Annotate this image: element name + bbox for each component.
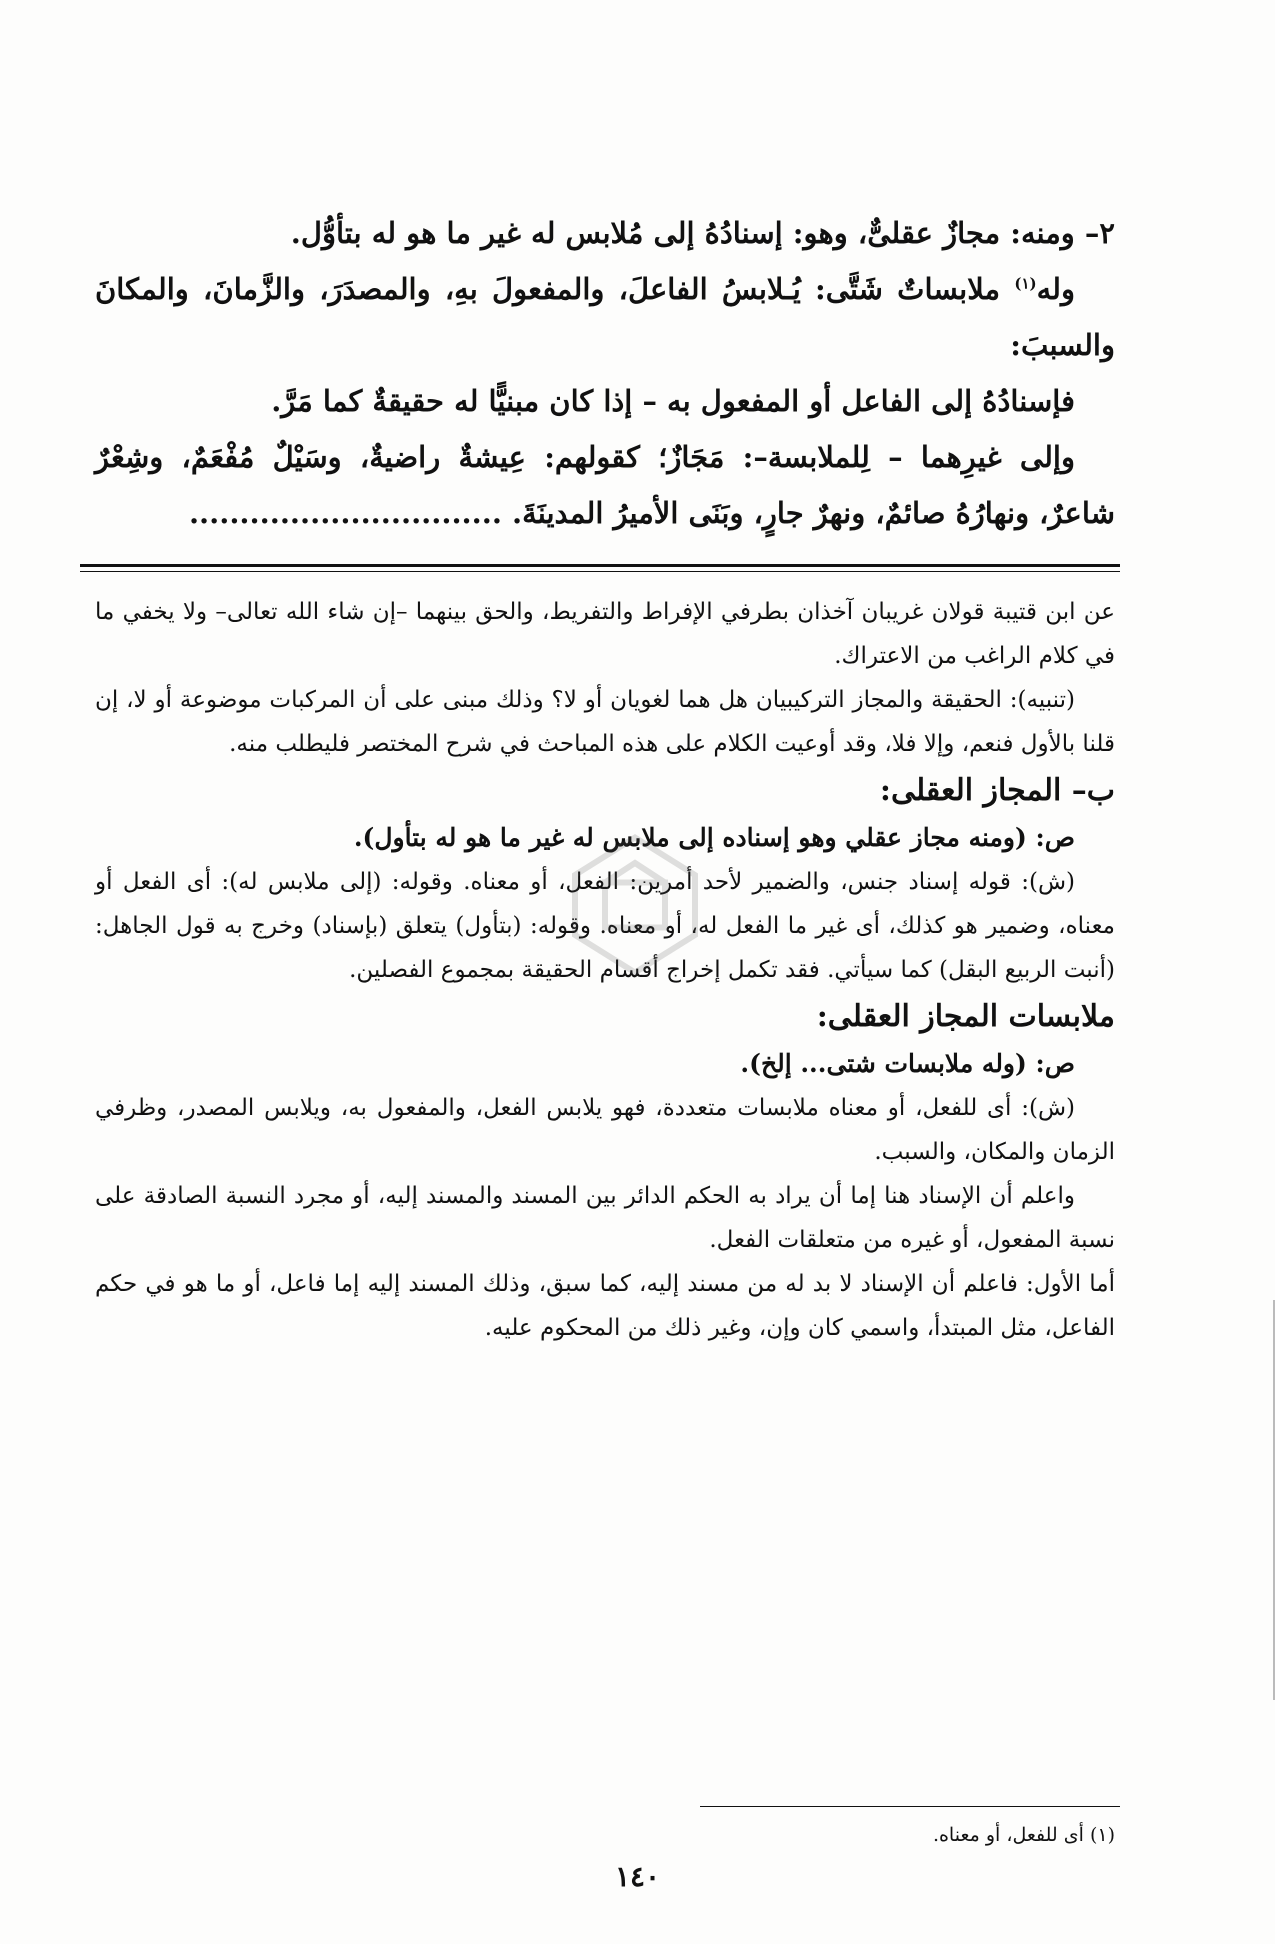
library-seal-watermark-icon bbox=[560, 830, 710, 980]
sharh-paragraph: (تنبيه): الحقيقة والمجاز التركيبيان هل هما لغويان أو لا؟ وذلك مبنى على أن المركبات موضوعة أو لا، إن قلنا بالأول فنعم، وإلا فلا، وقد أوعيت الكلام على هذه المباحث في شرح المختصر فليطلب منه. bbox=[95, 687, 1115, 757]
sad-quote: ص: (وله ملابسات شتى... إلخ). bbox=[740, 1049, 1075, 1078]
footnote-rule bbox=[700, 1806, 1120, 1807]
sharh-paragraph: (ش): قوله إسناد جنس، والضمير لأحد أمرين: الفعل، أو معناه. وقوله: (إلى ملابس له): أى الفعل أو معناه، وضمير هو كذلك، أى غير ما الفعل له، أو معناه. وقوله: (بتأول) يتعلق (بإسناد) وخرج به قول الجاهل: (أنبت الربيع البقل) كما سيأتي. فقد تكمل إخراج أقسام الحقيقة بمجموع الفصلين. bbox=[95, 869, 1115, 983]
section-heading: ب– المجاز العقلى: bbox=[879, 773, 1115, 808]
sad-quote: ص: (ومنه مجاز عقلي وهو إسناده إلى ملابس له غير ما هو له بتأول). bbox=[353, 823, 1075, 852]
matn-line: ٢– ومنه: مجازٌ عقلىٌّ، وهو: إسنادُهُ إلى مُلابس له غير ما هو له بتأوُّل. bbox=[290, 216, 1115, 250]
sharh-paragraph: أما الأول: فاعلم أن الإسناد لا بد له من مسند إليه، كما سبق، وذلك المسند إليه إما فاعل، أو ما هو في حكم الفاعل، مثل المبتدأ، واسمي كان وإن، وغير ذلك من المحكوم عليه. bbox=[95, 1271, 1115, 1341]
matn-text: ملابساتٌ شَتَّى: يُـلابسُ الفاعلَ، والمفعولَ بهِ، والمصدَرَ، والزَّمانَ، والمكانَ والسببَ: bbox=[95, 272, 1115, 362]
matn-line bbox=[95, 261, 1115, 373]
footnote-ref: (١) bbox=[1014, 274, 1037, 293]
ellipsis-dots: ............................... bbox=[188, 496, 502, 530]
sharh-paragraph: عن ابن قتيبة قولان غريبان آخذان بطرفي الإفراط والتفريط، والحق بينهما –إن شاء الله تعالى– ولا يخفي ما في كلام الراغب من الاعتراك. bbox=[95, 599, 1115, 669]
page-number: ١٤٠ bbox=[614, 1860, 661, 1893]
footnote: (١) أى للفعل، أو معناه. bbox=[932, 1824, 1115, 1846]
matn-line: فإسنادُهُ إلى الفاعل أو المفعول به – إذا كان مبنيًّا له حقيقةٌ كما مَرَّ. bbox=[271, 384, 1075, 418]
double-separator-rule bbox=[80, 564, 1120, 572]
matn-line bbox=[95, 429, 1115, 541]
sharh-paragraph: واعلم أن الإسناد هنا إما أن يراد به الحكم الدائر بين المسند والمسند إليه، أو مجرد النسبة الصادقة على نسبة المفعول، أو غيره من متعلقات الفعل. bbox=[95, 1183, 1115, 1253]
matn-text: وإلى غيرِهما – لِلملابسة–: مَجَازٌ؛ كقولهم: عِيشةٌ راضيةٌ، وسَيْلٌ مُفْعَمٌ، وشِعْرٌ شاعرٌ، ونهارُهُ صائمٌ، ونهرٌ جارٍ، وبَنَى الأميرُ المدينَةَ. bbox=[95, 440, 1115, 530]
sharh-paragraph: (ش): أى للفعل، أو معناه ملابسات متعددة، فهو يلابس الفعل، والمفعول به، ويلابس المصدر، وظرفي الزمان والمكان، والسبب. bbox=[95, 1095, 1115, 1165]
matn-block bbox=[95, 205, 1115, 541]
matn-text: وله bbox=[1036, 272, 1075, 306]
section-heading: ملابسات المجاز العقلى: bbox=[816, 999, 1115, 1034]
